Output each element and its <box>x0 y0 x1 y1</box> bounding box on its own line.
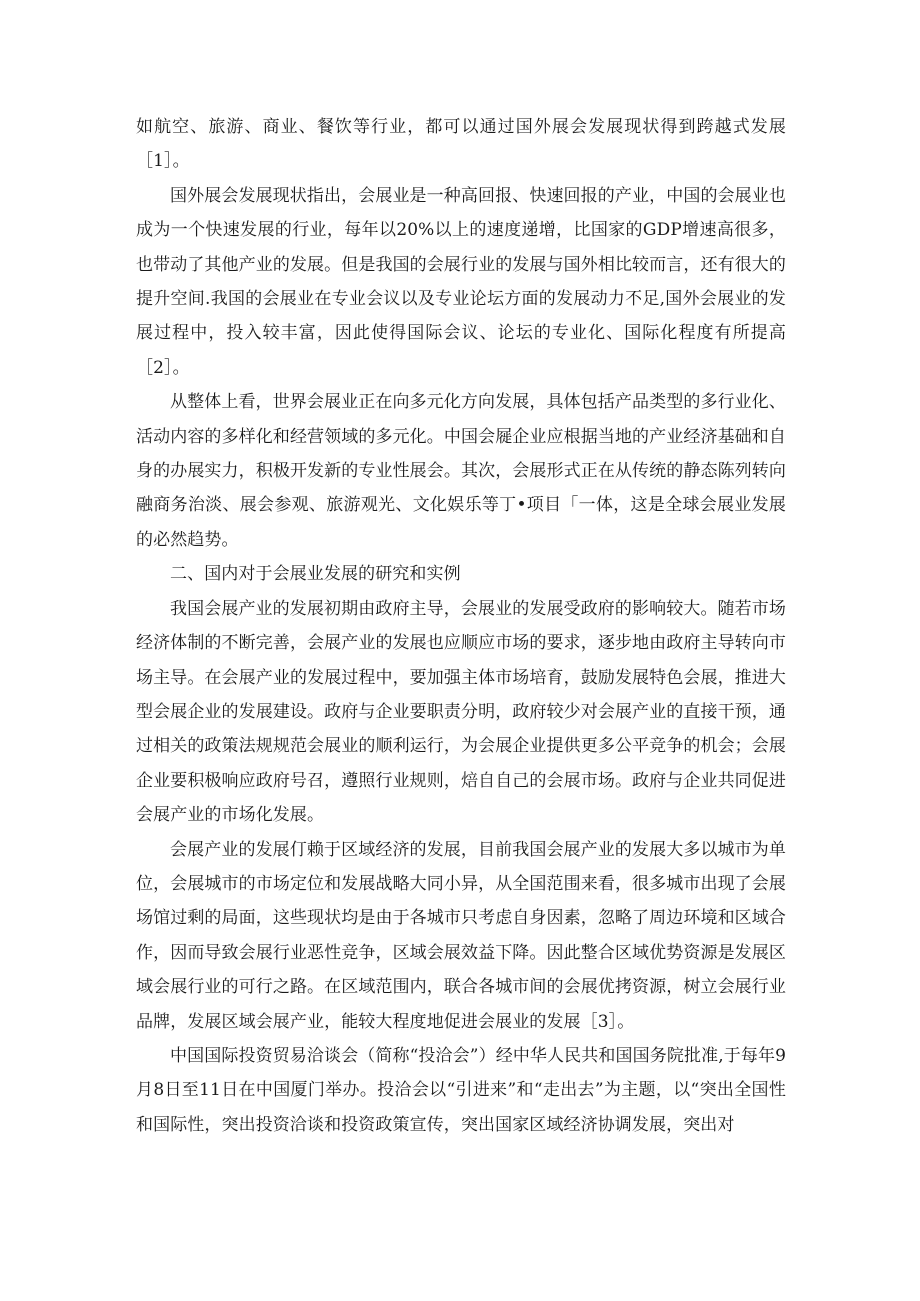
section-heading-domestic-research: 二、国内对于会展业发展的研究和实例 <box>170 564 461 585</box>
paragraph-continuation: 如航空、旅游、商业、餐饮等行业，都可以通过国外展会发展现状得到跨越式发展［1］。 <box>136 117 786 172</box>
paragraph-diversification: 从整体上看，世界会展业正在向多元化方向发展，具体包括产品类型的多行业化、活动内容的多样化和经营领域的多元化。中国会屣企业应根据当地的产业经济基础和自身的办展实力，积极开发新的专业性展会。其次，会展形式正在从传统的静态陈列转向融商务治淡、展会参观、旅游观光、文化娱乐等丁•项目「一体，这是全球会展业发展的必然趋势。 <box>136 392 786 550</box>
paragraph-foreign-expo-status: 国外展会发展现状指出，会展业是一种高回报、快速回报的产业，中国的会展业也成为一个快速发展的行业，每年以20%以上的速度递增，比国家的GDP增速高很多，也带动了其他产业的发展。但是我国的会展行业的发展与国外相比较而言，还有很大的提升空间.我国的会展业在专业会议以及专业论坛方面的发展动力不足,国外会展业的发展过程中，投入较丰富，因此使得国际会议、论坛的专业化、国际化程度有所提高［2］。 <box>136 185 786 378</box>
paragraph-cifit-example: 中国国际投资贸易洽谈会（简称“投洽会”）经中华人民共和国国务院批准,于每年9月8日至11日在中国厦门举办。投洽会以“引进来”和“走出去”为主题，以“突出全国性和国际性，突出投资洽谈和投资政策宣传，突出国家区域经济协调发展，突出对 <box>136 1045 786 1135</box>
document-body <box>136 110 786 1142</box>
paragraph-government-led: 我国会展产业的发展初期由政府主导，会展业的发展受政府的影响较大。随若市场经济体制的不断完善，会展产业的发展也应顺应市场的要求，逐步地由政府主导转向市场主导。在会展产业的发展过程中，要加强主体市场培育，鼓励发展特色会展，推进大型会展企业的发展建设。政府与企业要职责分明，政府较少对会展产业的直接干预，通过相关的政策法规规范会展业的顺利运行，为会展企业提供更多公平竞争的机会；会展企业要积极响应政府号召，遵照行业规则，焙自自己的会展市场。政府与企业共同促进会展产业的市场化发展。 <box>136 598 786 826</box>
paragraph-regional-economy: 会展产业的发展仃赖于区域经济的发展，目前我国会展产业的发展大多以城市为单位，会展城市的市场定位和发展战略大同小异，从全国范围来看，很多城市出现了会展场馆过剩的局面，这些现状均是由于各城市只考虑自身因素，忽略了周边环境和区域合作，因而导致会展行业恶性竞争，区域会展效益下降。因此整合区域优势资源是发展区域会展行业的可行之路。在区域范围内，联合各城市间的会展优拷资源，树立会展行业品牌，发展区域会展产业，能较大程度地促进会展业的发展［3］。 <box>136 839 786 1032</box>
